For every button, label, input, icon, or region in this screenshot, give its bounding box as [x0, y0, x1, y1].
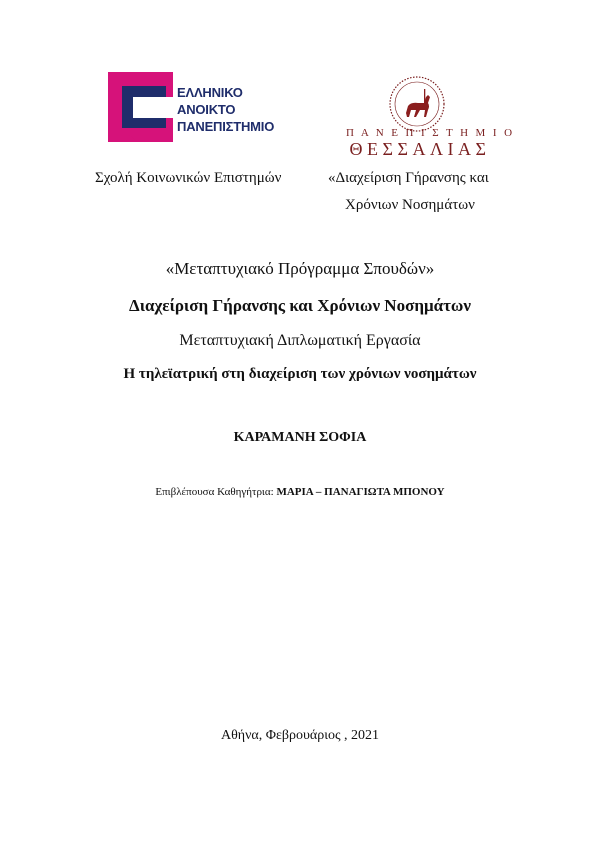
eap-logo-line: ΠΑΝΕΠΙΣΤΗΜΙΟ	[177, 119, 275, 134]
program-name-line1: «Διαχείριση Γήρανσης και	[328, 170, 489, 186]
thesis-title: Η τηλεϊατρική στη διαχείριση των χρόνιων νοσημάτων	[123, 366, 477, 382]
author-name: ΚΑΡΑΜΑΝΗ ΣΟΦΙΑ	[233, 430, 367, 445]
eap-logo-line: ΕΛΛΗΝΙΚΟ	[177, 85, 243, 100]
supervisor-label: Επιβλέπουσα Καθηγήτρια:	[155, 486, 274, 498]
place-date: Αθήνα, Φεβρουάριος , 2021	[220, 728, 380, 743]
msc-program-label: «Μεταπτυχιακό Πρόγραμμα Σπουδών»	[165, 259, 435, 278]
thesis-type: Μεταπτυχιακή Διπλωματική Εργασία	[179, 332, 421, 349]
thessaly-logo-university: Π Α Ν Ε Π Ι Σ Τ Η Μ Ι Ο	[346, 127, 515, 139]
eap-logo-text	[177, 84, 274, 135]
eap-logo-line: ΑΝΟΙΚΤΟ	[177, 102, 236, 117]
course-title: Διαχείριση Γήρανσης και Χρόνιων Νοσημάτων	[129, 296, 471, 315]
thessaly-seal-icon	[386, 73, 448, 135]
supervisor-name: ΜΑΡΙΑ – ΠΑΝΑΓΙΩΤΑ ΜΠΟΝΟΥ	[276, 486, 445, 498]
eap-logo-white-cut	[133, 97, 173, 118]
supervisor-line	[0, 486, 600, 498]
program-name-line2: Χρόνιων Νοσημάτων	[345, 197, 475, 213]
school-name: Σχολή Κοινωνικών Επιστημών	[95, 170, 282, 186]
thessaly-logo-name: ΘΕΣΣΑΛΙΑΣ	[349, 139, 491, 159]
